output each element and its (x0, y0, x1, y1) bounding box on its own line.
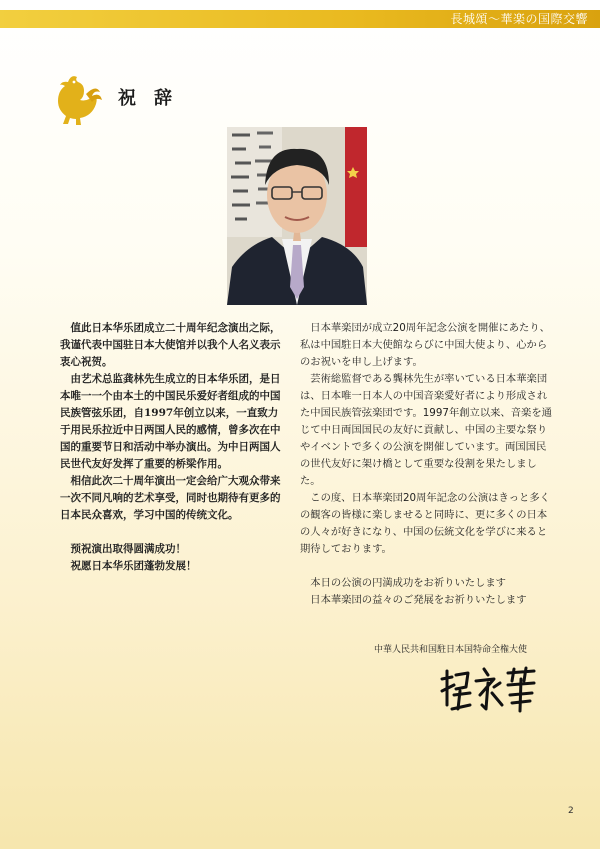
chinese-message (60, 320, 282, 575)
japanese-message (300, 320, 552, 609)
japanese-paragraph: 日本華楽団が成立20周年記念公演を開催にあたり、私は中国駐日本大使館ならびに中国大使より、心からのお祝いを申し上げます。 (300, 322, 550, 368)
chinese-closing: 预祝演出取得圆满成功！ (70, 543, 186, 555)
japanese-closing: 本日の公演の円満成功をお祈りいたします (310, 577, 506, 589)
sender-title: 中華人民共和国駐日本国特命全権大使 (374, 645, 528, 655)
japanese-paragraph: この度、日本華楽団20周年記念の公演はきっと多くの観客の皆様に楽しませると同時に、更に多くの日本の人々が好きになり、中国の伝統文化を学びに来ると期待しております。 (300, 492, 550, 555)
portrait-photo (227, 127, 367, 305)
chinese-paragraph: 由艺术总监龚林先生成立的日本华乐团，是日本唯一一个由本土的中国民乐爱好者组成的中国民族管弦乐团，自1997年创立以来，一直致力于用民乐拉近中日两国人民的感情，曾多次在中国的重要节日和活动中举办演出。为中日两国人民世代友好发挥了重要的桥梁作用。 (60, 373, 281, 470)
heading: 祝辞 (118, 88, 190, 109)
chinese-paragraph: 值此日本华乐团成立二十周年纪念演出之际，我谨代表中国驻日本大使馆并以我个人名义表示衷心祝贺。 (60, 322, 281, 368)
chinese-closing: 祝愿日本华乐团蓬勃发展！ (70, 560, 197, 572)
chinese-paragraph: 相信此次二十周年演出一定会给广大观众带来一次不同凡响的艺术享受，同时也期待有更多的日本民众喜欢，学习中国的传统文化。 (60, 475, 281, 521)
page-number: 2 (568, 806, 574, 816)
rooster-icon (48, 68, 104, 128)
japanese-paragraph: 芸術総監督である龔林先生が率いている日本華楽団は、日本唯一日本人の中国音楽愛好者により形成された中国民族管弦楽団です。1997年創立以来、音楽を通じて中日両国国民の友好に貢献し、中国の主要な祭りやイベントで多くの公演を開催しています。両国国民の世代友好に架け橋として重要な役割を果たしました。 (300, 373, 552, 487)
japanese-closing: 日本華楽団の益々のご発展をお祈りいたします (310, 594, 527, 606)
signature (438, 665, 538, 715)
header-title: 長城頌～華楽の国際交響 (450, 12, 588, 26)
header-band (0, 10, 600, 28)
